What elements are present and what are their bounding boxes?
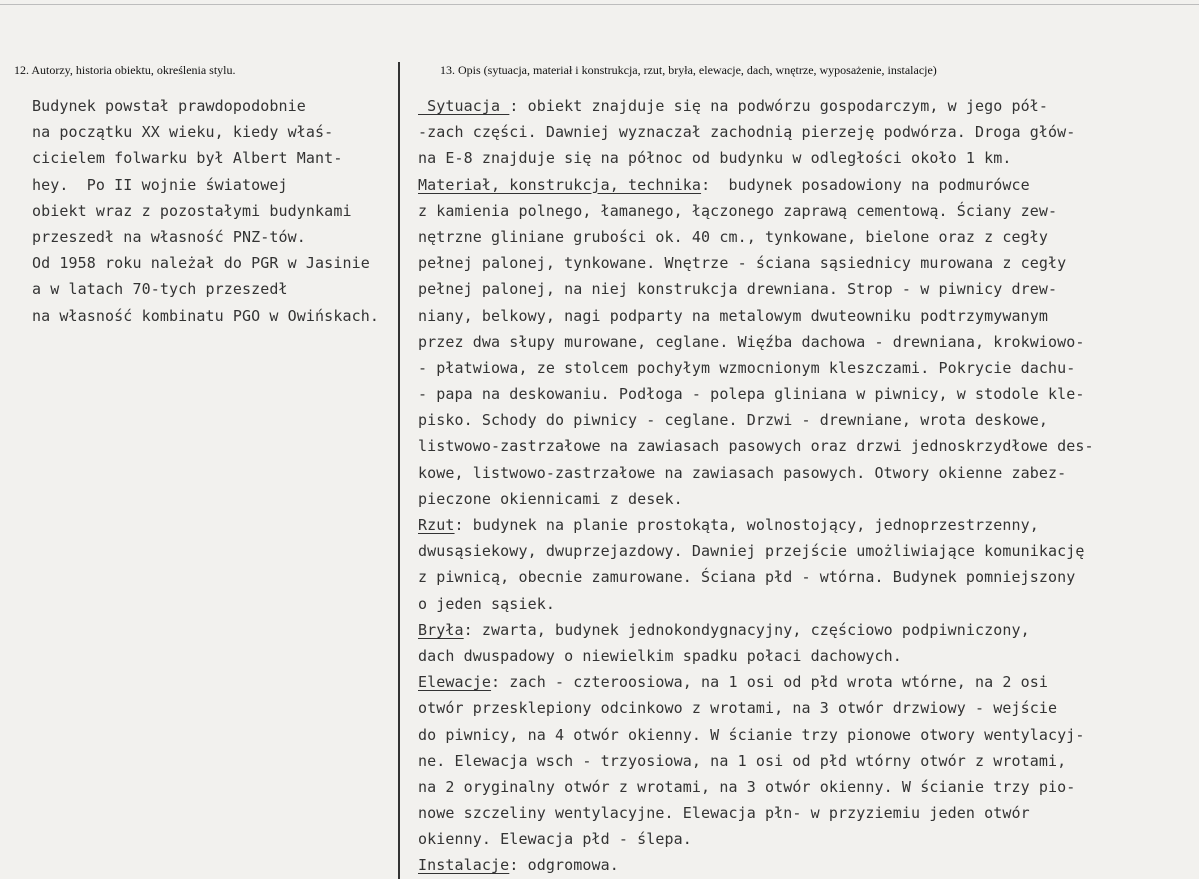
history-line: na początku XX wieku, kiedy właś- <box>32 123 334 142</box>
description-text <box>418 93 1178 879</box>
description-text-run: nowe szczeliny wentylacyjne. Elewacja płn- w przyziemiu jeden otwór <box>418 804 1030 823</box>
description-text-run: pisko. Schody do piwnicy - ceglane. Drzwi - drewniane, wrota deskowe, <box>418 411 1049 430</box>
history-line: na własność kombinatu PGO w Owińskach. <box>32 306 379 325</box>
description-text-run: otwór przesklepiony odcinkowo z wrotami, na 3 otwór drzwiowy - wejście <box>418 699 1058 718</box>
description-line <box>418 669 1178 695</box>
description-text-run: - płatwiowa, ze stolcem pochyłym wzmocnionym kleszczami. Pokrycie dachu- <box>418 358 1076 377</box>
section-heading: _Sytuacja_ <box>418 97 510 115</box>
description-line <box>418 93 1178 119</box>
description-line <box>418 800 1178 826</box>
description-line <box>418 303 1178 329</box>
description-line <box>418 433 1178 459</box>
description-line <box>418 852 1178 878</box>
section-heading: Elewacje <box>418 673 492 692</box>
description-line <box>418 722 1178 748</box>
section-heading: Rzut <box>418 516 455 534</box>
description-line <box>418 355 1178 381</box>
description-line <box>418 538 1178 564</box>
description-line <box>418 276 1178 302</box>
history-line: obiekt wraz z pozostałymi budynkami <box>32 201 352 220</box>
description-text-run: - papa na deskowaniu. Podłoga - polepa gliniana w piwnicy, w stodole kle- <box>418 385 1085 404</box>
description-line <box>418 407 1178 433</box>
description-text-run: okienny. Elewacja płd - ślepa. <box>418 830 692 849</box>
description-line <box>418 250 1178 276</box>
description-line <box>418 564 1178 590</box>
description-text-run: : budynek na planie prostokąta, wolnostojący, jednoprzestrzenny, <box>454 516 1039 534</box>
description-text-run: dach dwuspadowy o niewielkim spadku połaci dachowych. <box>418 646 902 665</box>
description-line <box>418 460 1178 486</box>
description-text-run: przez dwa słupy murowane, ceglane. Więźba dachowa - drewniana, krokwiowo- <box>418 332 1085 351</box>
description-line <box>418 172 1178 198</box>
description-text-run: kowe, listwowo-zastrzałowe na zawiasach pasowych. Otwory okienne zabez- <box>418 463 1067 482</box>
description-text-run: niany, belkowy, nagi podparty na metalowym dwuteowniku podtrzymywanym <box>418 306 1049 325</box>
description-line <box>418 381 1178 407</box>
section-13-header: 13. Opis (sytuacja, materiał i konstrukcja, rzut, bryła, elewacje, dach, wnętrze, wyposażenie, instalacje) <box>440 63 937 77</box>
description-text-run: : odgromowa. <box>509 856 619 875</box>
description-text-run: pełnej palonej, tynkowane. Wnętrze - ściana sąsiednicy murowana z cegły <box>418 254 1067 273</box>
history-text <box>32 93 394 329</box>
description-line <box>418 145 1178 171</box>
history-line: hey. Po II wojnie światowej <box>32 175 288 194</box>
description-line <box>418 774 1178 800</box>
history-line: cicielem folwarku był Albert Mant- <box>32 149 343 168</box>
description-text-run: nętrzne gliniane grubości ok. 40 cm., tynkowane, bielone oraz z cegły <box>418 227 1049 246</box>
description-text-run: pełnej palonej, na niej konstrukcja drewniana. Strop - w piwnicy drew- <box>418 280 1058 299</box>
description-line <box>418 119 1178 145</box>
description-text-run: : budynek posadowiony na podmurówce <box>701 175 1030 194</box>
section-heading: Materiał, konstrukcja, technika <box>418 175 702 194</box>
column-divider <box>398 62 400 879</box>
description-text-run: na E-8 znajduje się na północ od budynku w odległości około 1 km. <box>418 149 1012 168</box>
description-text-run: do piwnicy, na 4 otwór okienny. W ścianie trzy pionowe otwory wentylacyj- <box>418 725 1085 744</box>
description-text-run: o jeden sąsiek. <box>418 594 555 613</box>
description-line <box>418 617 1178 643</box>
description-text-run: pieczone okiennicami z desek. <box>418 489 683 508</box>
top-border <box>0 4 1199 5</box>
history-line: a w latach 70-tych przeszedł <box>32 280 288 299</box>
description-line <box>418 695 1178 721</box>
description-line <box>418 826 1178 852</box>
section-heading: Bryła <box>418 620 464 639</box>
description-text-run: na 2 oryginalny otwór z wrotami, na 3 otwór okienny. W ścianie trzy pio- <box>418 777 1076 796</box>
description-text-run: z piwnicą, obecnie zamurowane. Ściana płd - wtórna. Budynek pomniejszony <box>418 568 1076 587</box>
description-text-run: : zwarta, budynek jednokondygnacyjny, częściowo podpiwniczony, <box>463 620 1030 639</box>
history-line: przeszedł na własność PNZ-tów. <box>32 227 306 246</box>
description-line <box>418 486 1178 512</box>
description-line <box>418 591 1178 617</box>
description-text-run: dwusąsiekowy, dwuprzejazdowy. Dawniej przejście umożliwiające komunikację <box>418 542 1085 561</box>
history-line: Od 1958 roku należał do PGR w Jasinie <box>32 254 370 273</box>
description-line <box>418 512 1178 538</box>
description-text-run: -zach części. Dawniej wyznaczał zachodnią pierzeję podwórza. Droga głów- <box>418 123 1076 142</box>
description-text-run: : zach - czteroosiowa, na 1 osi od płd wrota wtórne, na 2 osi <box>491 673 1049 692</box>
description-text-run: z kamienia polnego, łamanego, łączonego zaprawą cementową. Ściany zew- <box>418 201 1058 220</box>
description-line <box>418 198 1178 224</box>
history-line: Budynek powstał prawdopodobnie <box>32 97 306 115</box>
section-12-header: 12. Autorzy, historia obiektu, określenia stylu. <box>14 63 236 77</box>
description-line <box>418 748 1178 774</box>
description-line <box>418 643 1178 669</box>
description-text-run: listwowo-zastrzałowe na zawiasach pasowych oraz drzwi jednoskrzydłowe des- <box>418 437 1094 456</box>
description-text-run: ne. Elewacja wsch - trzyosiowa, na 1 osi od płd wtórny otwór z wrotami, <box>418 751 1067 770</box>
description-text-run: : obiekt znajduje się na podwórzu gospodarczym, w jego pół- <box>509 97 1049 115</box>
description-line <box>418 329 1178 355</box>
description-line <box>418 224 1178 250</box>
section-heading: Instalacje <box>418 856 510 875</box>
